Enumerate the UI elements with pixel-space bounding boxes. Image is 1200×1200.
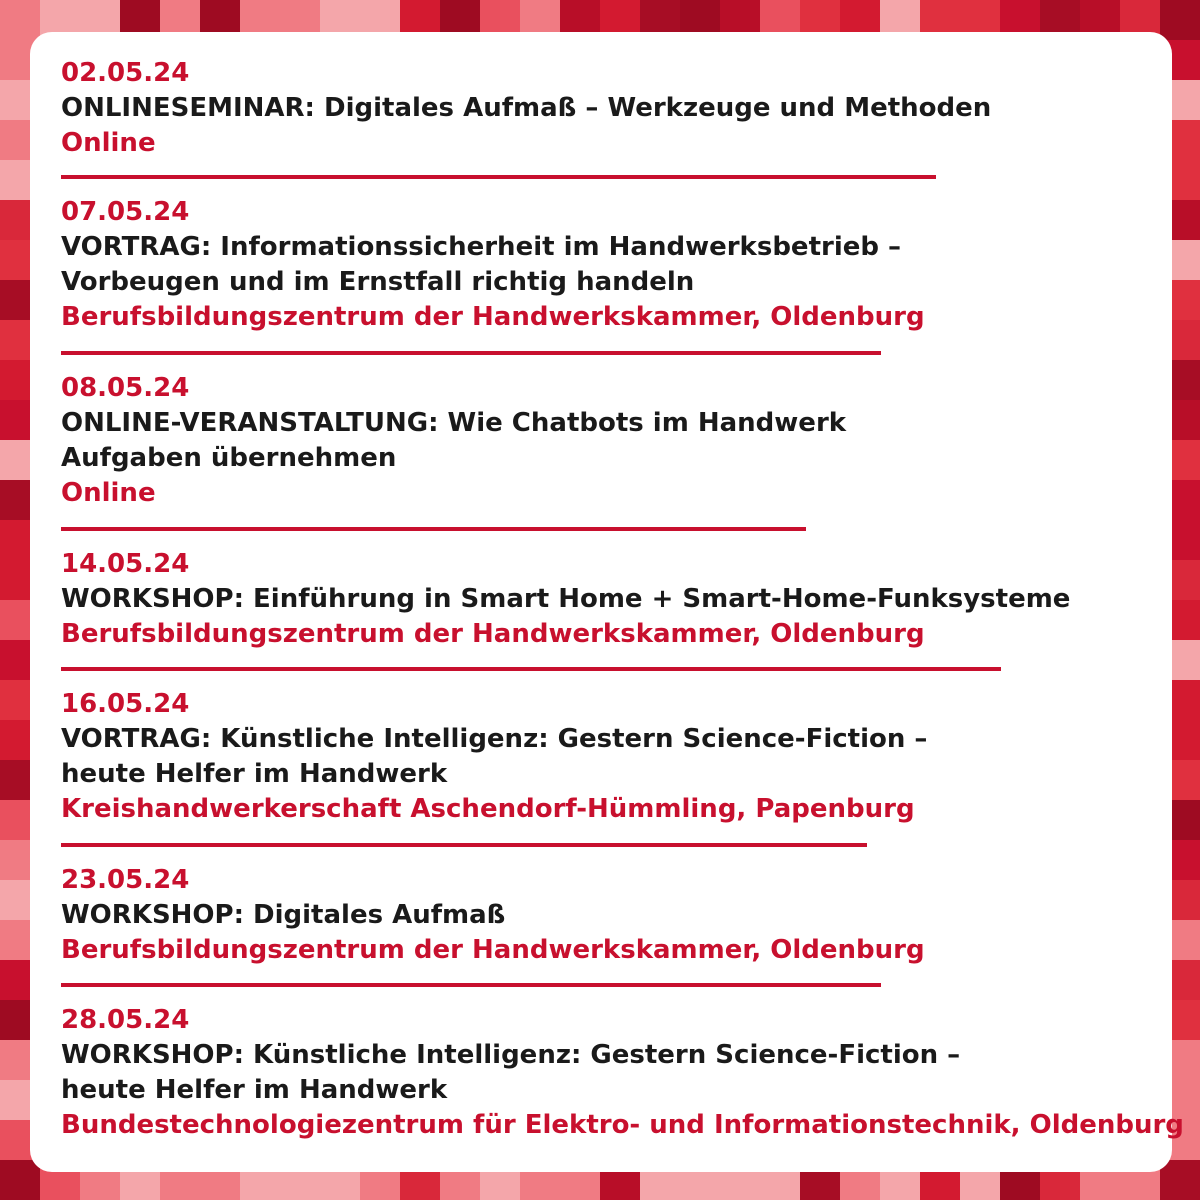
divider	[61, 983, 881, 987]
event-date: 02.05.24	[61, 58, 190, 88]
event-title: WORKSHOP: Digitales Aufmaß	[61, 900, 506, 930]
event-location: Online	[61, 128, 156, 158]
divider	[61, 175, 936, 179]
event-item	[61, 56, 991, 161]
event-date: 07.05.24	[61, 197, 190, 227]
divider	[61, 843, 867, 847]
event-title: heute Helfer im Handwerk	[61, 759, 448, 789]
event-date: 23.05.24	[61, 865, 190, 895]
event-title: Vorbeugen und im Ernstfall richtig handeln	[61, 267, 695, 297]
divider	[61, 667, 1001, 671]
event-item	[61, 195, 925, 335]
event-location: Berufsbildungszentrum der Handwerkskammer, Oldenburg	[61, 619, 925, 649]
event-title: VORTRAG: Informationssicherheit im Handwerksbetrieb –	[61, 232, 902, 262]
event-location: Berufsbildungszentrum der Handwerkskammer, Oldenburg	[61, 302, 925, 332]
event-date: 14.05.24	[61, 549, 190, 579]
event-date: 16.05.24	[61, 689, 190, 719]
event-title: heute Helfer im Handwerk	[61, 1075, 448, 1105]
event-title: WORKSHOP: Einführung in Smart Home + Smart-Home-Funksysteme	[61, 584, 1071, 614]
event-title: WORKSHOP: Künstliche Intelligenz: Gestern Science-Fiction –	[61, 1040, 961, 1070]
event-title: VORTRAG: Künstliche Intelligenz: Gestern Science-Fiction –	[61, 724, 928, 754]
event-item	[61, 547, 1070, 652]
event-title: ONLINESEMINAR: Digitales Aufmaß – Werkzeuge und Methoden	[61, 93, 992, 123]
event-item	[61, 371, 846, 511]
event-date: 08.05.24	[61, 373, 190, 403]
event-title: Aufgaben übernehmen	[61, 443, 397, 473]
event-location: Online	[61, 478, 156, 508]
event-item	[61, 1003, 1184, 1143]
event-location: Berufsbildungszentrum der Handwerkskammer, Oldenburg	[61, 935, 925, 965]
event-item	[61, 863, 925, 968]
divider	[61, 527, 806, 531]
event-location: Kreishandwerkerschaft Aschendorf-Hümmling, Papenburg	[61, 794, 915, 824]
event-title: ONLINE-VERANSTALTUNG: Wie Chatbots im Handwerk	[61, 408, 847, 438]
event-item	[61, 687, 927, 827]
event-date: 28.05.24	[61, 1005, 190, 1035]
divider	[61, 351, 881, 355]
event-location: Bundestechnologiezentrum für Elektro- und Informationstechnik, Oldenburg	[61, 1110, 1184, 1140]
